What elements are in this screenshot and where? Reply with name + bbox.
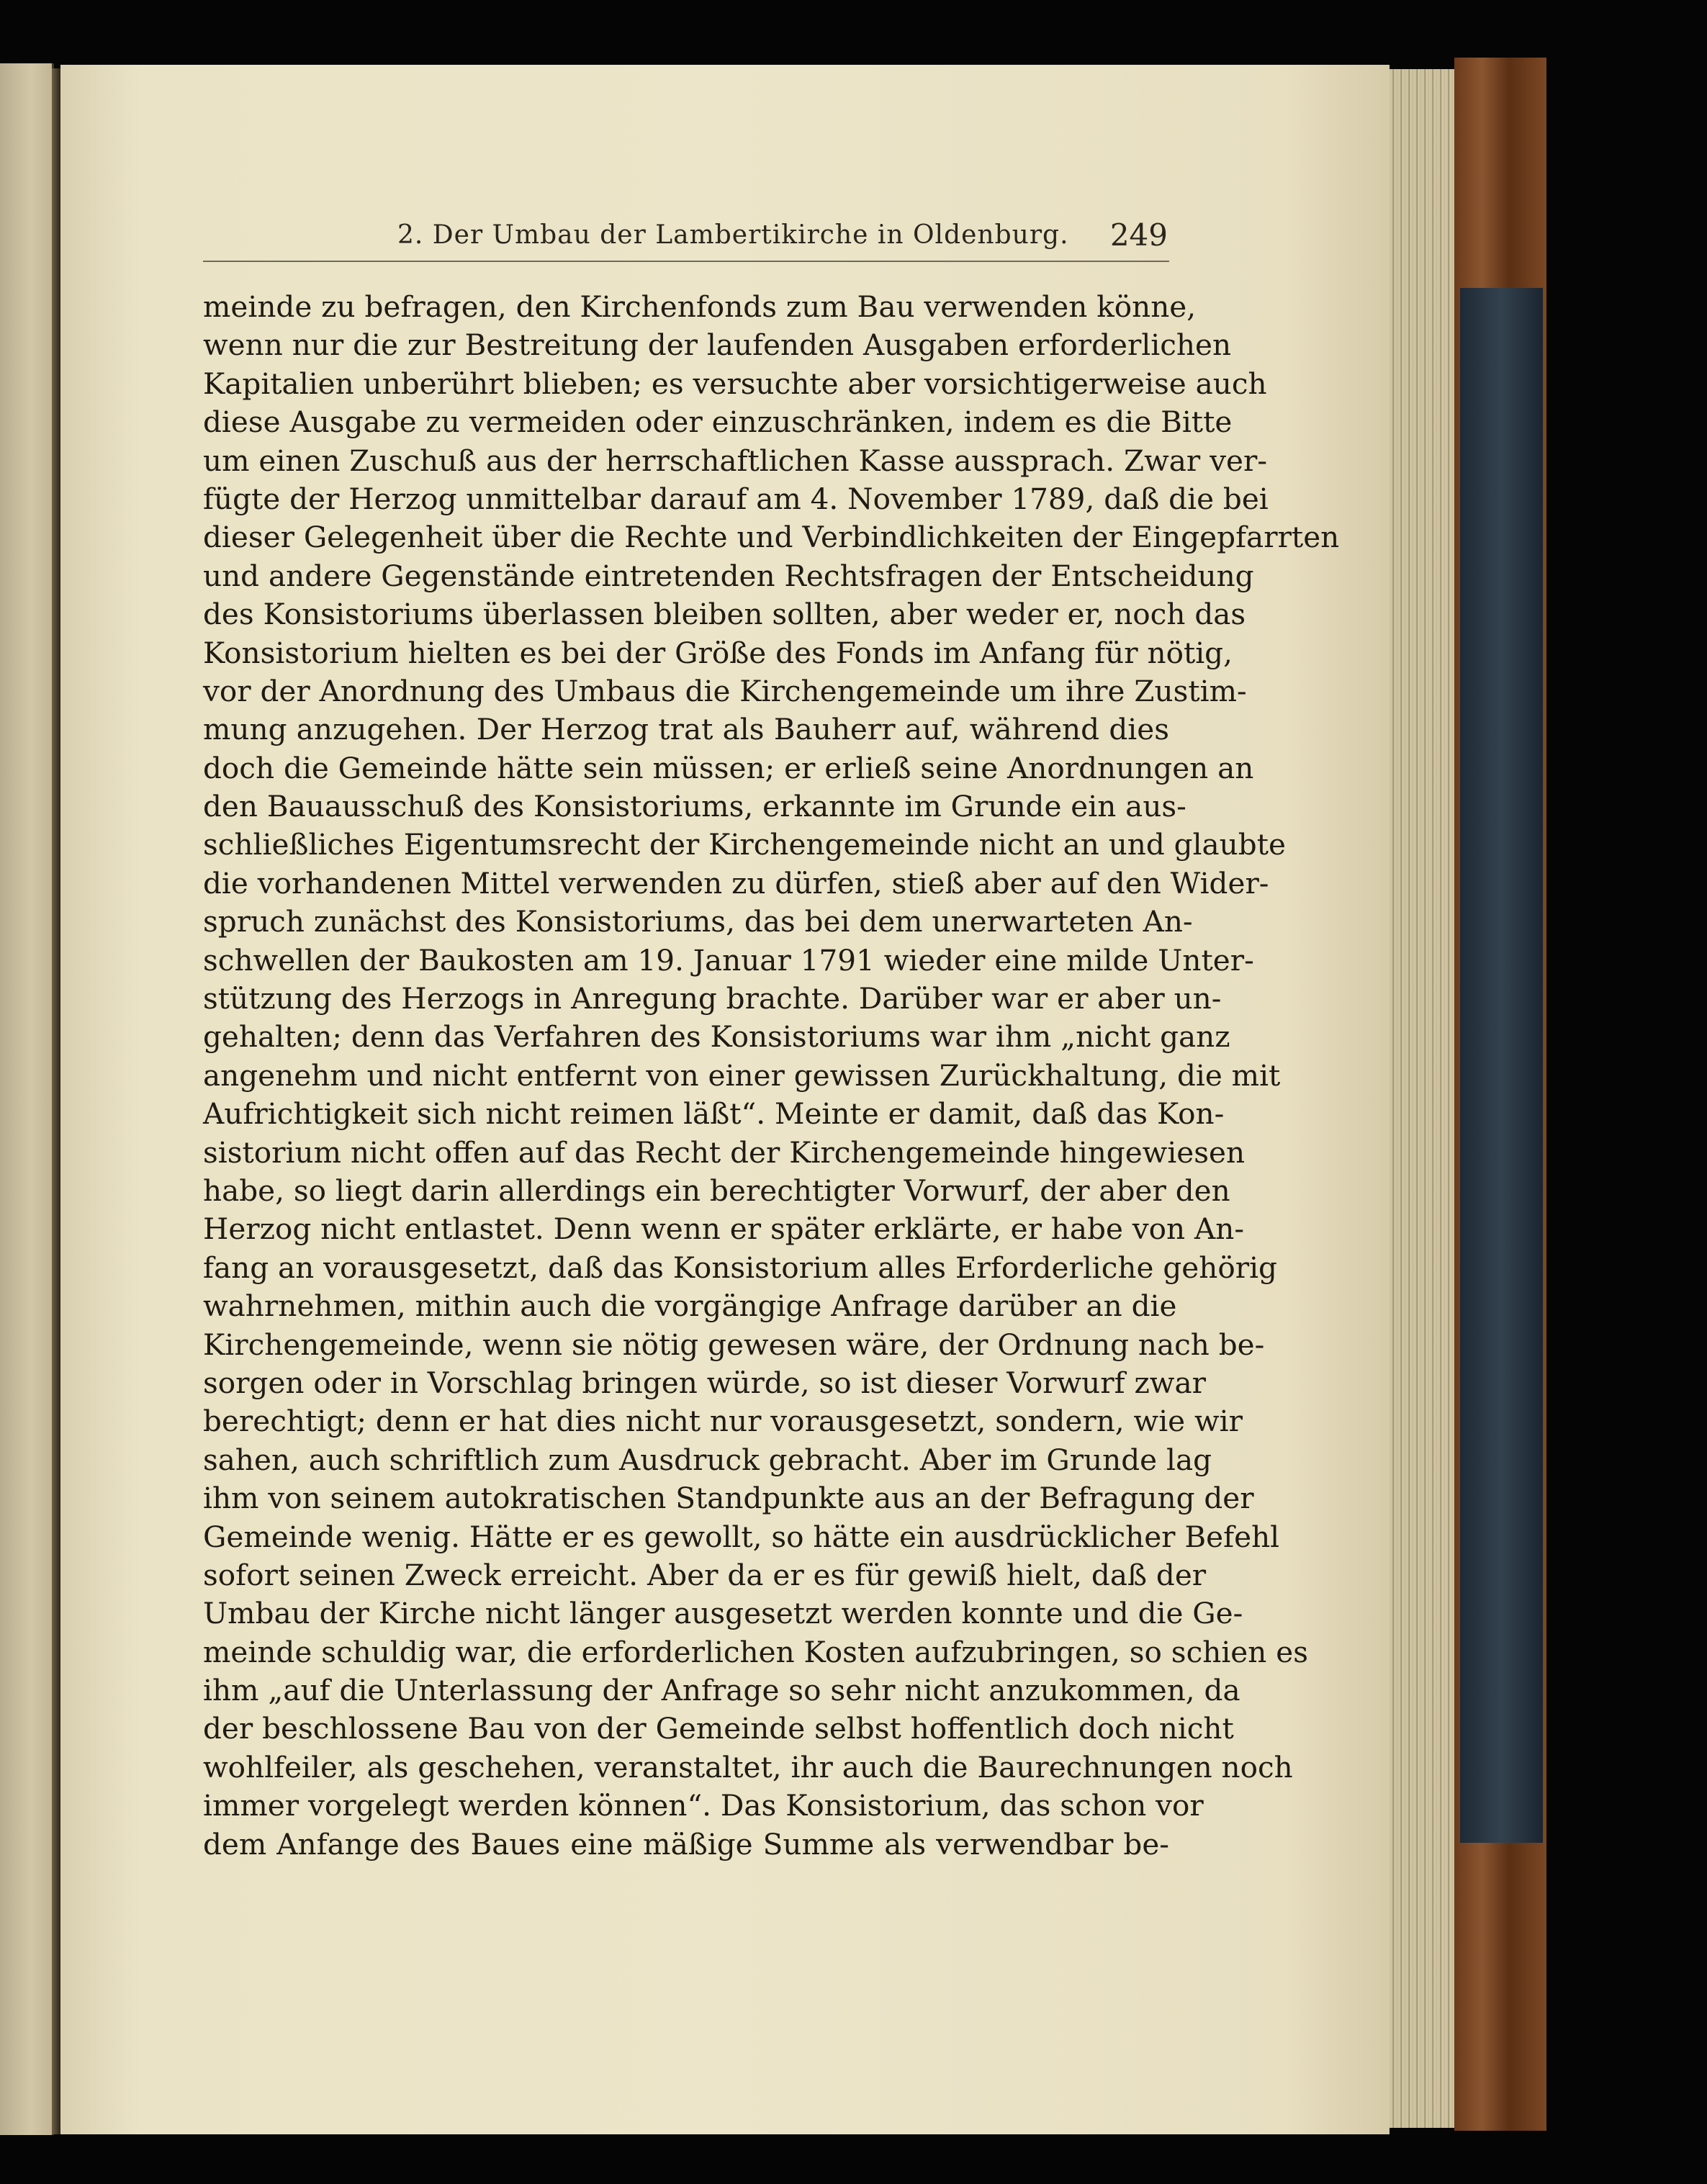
text-line: dem Anfange des Baues eine mäßige Summe als verwendbar be- bbox=[203, 1826, 1169, 1862]
left-page-edge bbox=[0, 63, 54, 2135]
text-line: sofort seinen Zweck erreicht. Aber da er es für gewiß hielt, daß der bbox=[203, 1557, 1207, 1592]
text-line: ihm „auf die Unterlassung der Anfrage so sehr nicht anzukommen, da bbox=[203, 1673, 1240, 1708]
text-line: gehalten; denn das Verfahren des Konsistoriums war ihm „nicht ganz bbox=[203, 1019, 1230, 1055]
text-line: berechtigt; denn er hat dies nicht nur vorausgesetzt, sondern, wie wir bbox=[203, 1404, 1243, 1439]
text-line: den Bauausschuß des Konsistoriums, erkannte im Grunde ein aus- bbox=[203, 789, 1186, 824]
page-header bbox=[203, 217, 1169, 262]
text-line: der beschlossene Bau von der Gemeinde selbst hoffentlich doch nicht bbox=[203, 1711, 1234, 1746]
text-line: schließliches Eigentumsrecht der Kirchengemeinde nicht an und glaubte bbox=[203, 827, 1286, 862]
text-line: wahrnehmen, mithin auch die vorgängige Anfrage darüber an die bbox=[203, 1289, 1177, 1324]
text-line: dieser Gelegenheit über die Rechte und Verbindlichkeiten der Eingepfarrten bbox=[203, 520, 1340, 555]
text-line: und andere Gegenstände eintretenden Rechtsfragen der Entscheidung bbox=[203, 558, 1254, 593]
text-line: diese Ausgabe zu vermeiden oder einzuschränken, indem es die Bitte bbox=[203, 405, 1233, 440]
text-line: Kapitalien unberührt blieben; es versuchte aber vorsichtigerweise auch bbox=[203, 366, 1267, 401]
text-line: spruch zunächst des Konsistoriums, das bei dem unerwarteten An- bbox=[203, 904, 1193, 939]
text-line: Konsistorium hielten es bei der Größe des Fonds im Anfang für nötig, bbox=[203, 635, 1233, 670]
text-line: Kirchengemeinde, wenn sie nötig gewesen wäre, der Ordnung nach be- bbox=[203, 1327, 1265, 1362]
text-line: schwellen der Baukosten am 19. Januar 1791 wieder eine milde Unter- bbox=[203, 942, 1254, 978]
text-line: Aufrichtigkeit sich nicht reimen läßt“. Meinte er damit, daß das Kon- bbox=[203, 1096, 1225, 1132]
text-line: wenn nur die zur Bestreitung der laufenden Ausgaben erforderlichen bbox=[203, 328, 1232, 363]
text-line: doch die Gemeinde hätte sein müssen; er erließ seine Anordnungen an bbox=[203, 750, 1254, 785]
text-line: Gemeinde wenig. Hätte er es gewollt, so hätte ein ausdrücklicher Befehl bbox=[203, 1519, 1280, 1554]
text-line: des Konsistoriums überlassen bleiben sollten, aber weder er, noch das bbox=[203, 597, 1246, 632]
text-line: habe, so liegt darin allerdings ein berechtigter Vorwurf, der aber den bbox=[203, 1173, 1230, 1208]
text-line: meinde schuldig war, die erforderlichen Kosten aufzubringen, so schien es bbox=[203, 1634, 1308, 1669]
text-line: sistorium nicht offen auf das Recht der Kirchengemeinde hingewiesen bbox=[203, 1134, 1246, 1170]
text-line: angenehm und nicht entfernt von einer gewissen Zurückhaltung, die mit bbox=[203, 1057, 1281, 1093]
page-stack-edge bbox=[1390, 69, 1456, 2128]
running-head: 2. Der Umbau der Lambertikirche in Oldenburg. bbox=[397, 220, 1069, 250]
text-line: wohlfeiler, als geschehen, veranstaltet, ihr auch die Baurechnungen noch bbox=[203, 1749, 1293, 1784]
text-line: immer vorgelegt werden können“. Das Konsistorium, das schon vor bbox=[203, 1788, 1204, 1823]
body-text bbox=[203, 288, 1340, 1864]
page-number: 249 bbox=[1109, 217, 1168, 253]
text-line: sahen, auch schriftlich zum Ausdruck gebracht. Aber im Grunde lag bbox=[203, 1442, 1212, 1477]
book-gutter bbox=[52, 68, 60, 2134]
text-line: sorgen oder in Vorschlag bringen würde, so ist dieser Vorwurf zwar bbox=[203, 1365, 1206, 1400]
text-line: ihm von seinem autokratischen Standpunkte aus an der Befragung der bbox=[203, 1481, 1254, 1516]
text-line: um einen Zuschuß aus der herrschaftlichen Kasse aussprach. Zwar ver- bbox=[203, 443, 1268, 478]
text-line: fang an vorausgesetzt, daß das Konsistorium alles Erforderliche gehörig bbox=[203, 1250, 1277, 1285]
text-line: die vorhandenen Mittel verwenden zu dürfen, stieß aber auf den Wider- bbox=[203, 865, 1269, 901]
text-line: meinde zu befragen, den Kirchenfonds zum Bau verwenden könne, bbox=[203, 289, 1197, 324]
text-line: vor der Anordnung des Umbaus die Kirchengemeinde um ihre Zustim- bbox=[203, 673, 1247, 708]
text-line: stützung des Herzogs in Anregung brachte. Darüber war er aber un- bbox=[203, 981, 1222, 1016]
text-line: Umbau der Kirche nicht länger ausgesetzt werden konnte und die Ge- bbox=[203, 1596, 1243, 1631]
text-line: fügte der Herzog unmittelbar darauf am 4. November 1789, daß die bei bbox=[203, 481, 1269, 516]
cover-cloth bbox=[1460, 288, 1543, 1843]
text-line: Herzog nicht entlastet. Denn wenn er später erklärte, er habe von An- bbox=[203, 1211, 1245, 1247]
text-line: mung anzugehen. Der Herzog trat als Bauherr auf, während dies bbox=[203, 712, 1169, 747]
